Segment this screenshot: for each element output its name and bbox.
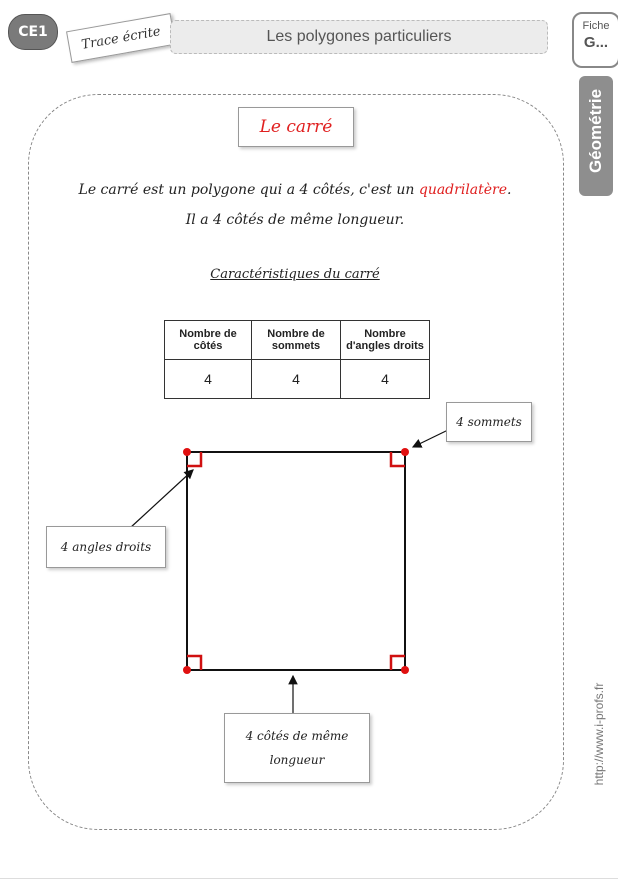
- definition-end: .: [507, 182, 512, 198]
- vertex-dot: [183, 448, 191, 456]
- definition-text: Le carré est un polygone qui a 4 côtés, c'est un: [78, 182, 419, 198]
- level-badge: CE1: [8, 14, 58, 50]
- arrow-to-right-angle: [130, 470, 193, 528]
- page-title: Les polygones particuliers: [170, 20, 548, 54]
- subject-label: Géométrie: [586, 88, 605, 174]
- right-angle-marks: [187, 452, 405, 670]
- vertex-dot: [183, 666, 191, 674]
- right-angles-label: 4 angles droits: [46, 526, 166, 568]
- lesson-heading: Le carré: [238, 107, 354, 147]
- vertex-dot: [401, 448, 409, 456]
- fiche-label: Fiche: [582, 20, 610, 32]
- sides-label-line-1: 4 côtés de même: [245, 729, 349, 743]
- table-header: Nombre de sommets: [252, 321, 341, 360]
- fiche-code: G...: [583, 34, 609, 51]
- sides-label-line-2: longueur: [269, 753, 325, 767]
- vertex-dot: [401, 666, 409, 674]
- table-header: Nombre d'angles droits: [341, 321, 430, 360]
- square-shape: [187, 452, 405, 670]
- arrow-to-vertex: [413, 430, 448, 447]
- bottom-rule: [0, 878, 618, 879]
- sides-label: [224, 713, 370, 783]
- vertex-dots: [183, 448, 409, 674]
- table-header: Nombre de côtés: [165, 321, 252, 360]
- characteristics-title: Caractéristiques du carré: [210, 267, 380, 282]
- trace-ecrite-label: Trace écrite: [66, 13, 176, 63]
- definition-line-2: Il a 4 côtés de même longueur.: [185, 212, 405, 228]
- table-cell: 4: [165, 360, 252, 399]
- source-url: http://www.i-profs.fr: [592, 682, 606, 786]
- definition-keyword: quadrilatère: [418, 182, 508, 198]
- table-cell: 4: [252, 360, 341, 399]
- table-cell: 4: [341, 360, 430, 399]
- vertices-label: 4 sommets: [446, 402, 532, 442]
